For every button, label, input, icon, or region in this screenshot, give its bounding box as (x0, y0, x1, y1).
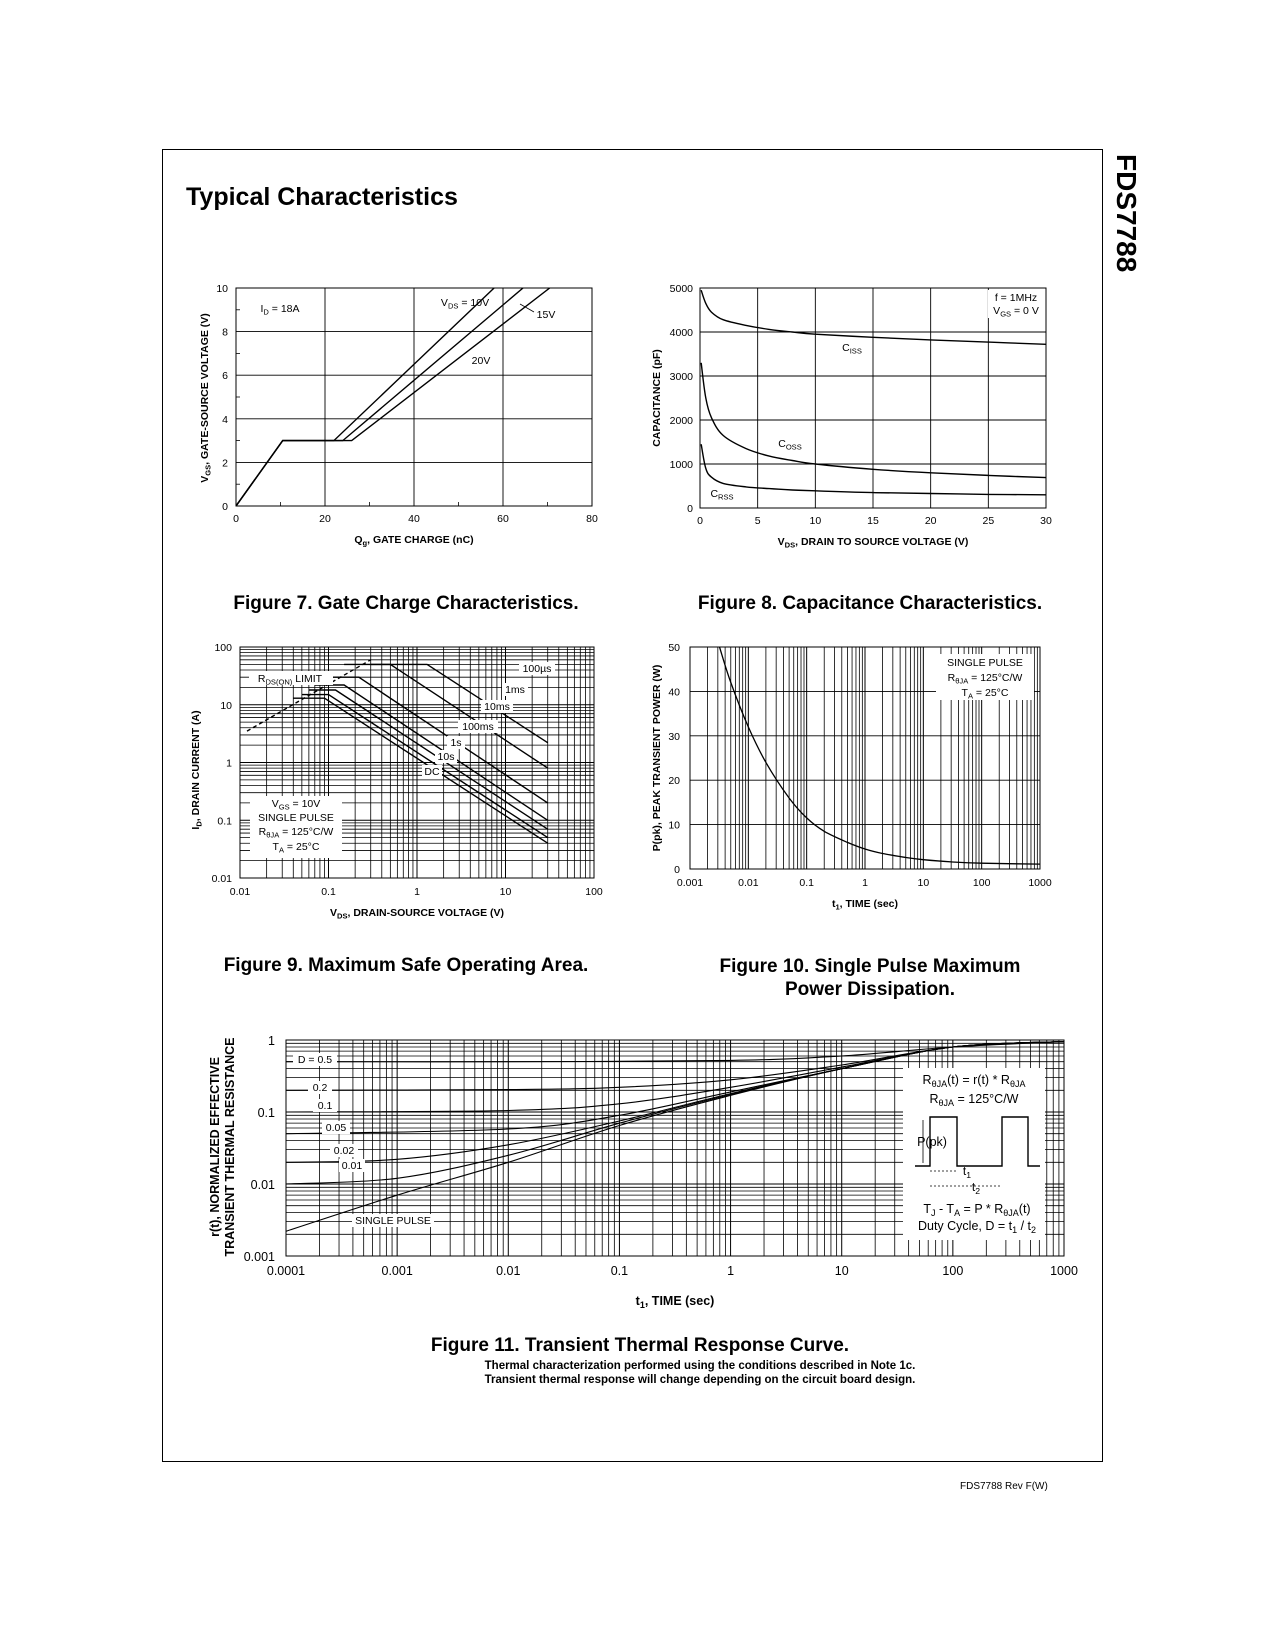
x-tick-label: 0.1 (799, 877, 814, 889)
series-line (236, 288, 494, 506)
annotation-id: $I_D = 18A$ (260, 303, 300, 317)
fig10-caption-line-2: Power Dissipation. (785, 979, 955, 1000)
label-1ms: 1ms (505, 684, 525, 696)
label-crss: $C_{RSS}$ (710, 488, 734, 502)
x-tick-label: 0.0001 (266, 1264, 306, 1278)
x-axis-label: $t_1$, TIME (sec) (635, 1294, 715, 1311)
y-tick-label: 0 (222, 501, 228, 513)
annotation-vgs: $V_{GS} = 0$ V (993, 305, 1039, 319)
x-axis-label: $V_{DS}$, DRAIN TO SOURCE VOLTAGE (V) (777, 536, 969, 550)
x-tick-label: 20 (319, 513, 331, 525)
y-tick-label: 1 (226, 757, 232, 770)
x-tick-label: 30 (1040, 515, 1052, 527)
y-tick-label: 0 (687, 503, 693, 515)
annotation-ta: $T_A = 25^\circ C$ (272, 841, 320, 855)
y-tick-label: 10 (220, 699, 232, 712)
footer-revision: FDS7788 Rev F(W) (960, 1481, 1048, 1492)
series-line (286, 1042, 1064, 1062)
y-tick-label: 0.001 (243, 1250, 275, 1264)
x-tick-label: 100 (585, 886, 603, 898)
note-line-1: Thermal characterization performed using the conditions described in Note 1c. (484, 1360, 916, 1372)
series-line (325, 677, 548, 803)
note-line-2: Transient thermal response will change depending on the circuit board design. (484, 1374, 916, 1386)
label-d-0-1: 0.1 (317, 1100, 333, 1112)
annotation-t2: $t_2$ (971, 1180, 981, 1196)
y-tick-label: 8 (222, 326, 228, 339)
annotation-rthja-t: $R_{\theta JA}(t) = r(t) * R_{\theta JA}$ (922, 1073, 1026, 1090)
y-tick-label: 0 (674, 864, 680, 876)
y-tick-label: 6 (222, 370, 228, 383)
fig8-caption: Figure 8. Capacitance Characteristics. (697, 593, 1043, 614)
annotation-t1: $t_1$ (962, 1164, 972, 1180)
x-tick-label: 1 (727, 1264, 735, 1278)
annotation-ta: $T_A = 25^\circ C$ (961, 687, 1009, 701)
x-tick-label: 0.01 (496, 1264, 521, 1278)
label-1s: 1s (450, 737, 462, 749)
y-tick-label: 0.1 (217, 815, 232, 828)
thermal-notes (300, 1359, 1100, 1387)
y-tick-label: 0.01 (211, 873, 232, 885)
y-tick-label: 1000 (669, 459, 693, 471)
x-tick-label: 10 (917, 877, 930, 889)
label-10s: 10s (437, 751, 455, 763)
x-tick-label: 1000 (1050, 1264, 1078, 1278)
x-tick-label: 1 (862, 877, 868, 889)
label-d-0-05: 0.05 (325, 1122, 347, 1134)
label-10ms: 10ms (484, 701, 510, 713)
label-ciss: $C_{ISS}$ (842, 342, 862, 356)
fig10-caption-line-1: Figure 10. Single Pulse Maximum (719, 956, 1021, 977)
x-tick-label: 0.01 (738, 877, 759, 889)
x-tick-label: 0.1 (321, 886, 336, 898)
y-tick-label: 40 (668, 686, 680, 699)
y-tick-label: 2000 (669, 415, 693, 427)
annotation-frequency: f = 1MHz (994, 292, 1038, 304)
fig10-caption (660, 955, 1080, 1001)
x-axis-label: $Q_g$, GATE CHARGE (nC) (354, 534, 474, 548)
fig7-caption: Figure 7. Gate Charge Characteristics. (233, 593, 579, 614)
y-tick-label: 4000 (669, 327, 693, 339)
y-tick-label: 100 (214, 642, 232, 654)
annotation-duty-cycle: Duty Cycle, $D = t_1 / t_2$ (917, 1219, 1037, 1236)
x-tick-label: 0.1 (610, 1264, 629, 1278)
annotation-single-pulse: SINGLE PULSE (947, 657, 1023, 669)
annotation-ppk: P(pk) (917, 1135, 947, 1149)
x-tick-label: 0.001 (676, 877, 704, 889)
label-100us: 100µs (522, 663, 552, 675)
fig11-caption: Figure 11. Transient Thermal Response Curve. (430, 1335, 850, 1356)
y-tick-label: 20 (668, 775, 680, 788)
x-tick-label: 5 (754, 515, 761, 527)
y-axis-label: $V_{GS}$, GATE-SOURCE VOLTAGE (V) (199, 313, 213, 483)
x-tick-label: 40 (408, 513, 420, 525)
y-tick-label: 0.01 (250, 1178, 275, 1192)
x-tick-label: 25 (982, 515, 995, 527)
x-tick-label: 15 (867, 515, 879, 527)
fig9-caption: Figure 9. Maximum Safe Operating Area. (223, 955, 589, 976)
label-d-0-2: 0.2 (312, 1082, 328, 1094)
y-axis-label-line-1: r(t), NORMALIZED EFFECTIVE (208, 1057, 222, 1237)
page-title: Typical Characteristics (186, 183, 458, 211)
x-tick-label: 100 (972, 877, 991, 889)
fig7-chart (199, 283, 598, 548)
label-single-pulse: SINGLE PULSE (355, 1215, 431, 1227)
y-axis-label: $I_D$, DRAIN CURRENT (A) (190, 710, 204, 830)
annotation-rthja: $R_{\theta JA} = 125^\circ C/W$ (258, 826, 334, 840)
label-d-0-5: D = 0.5 (297, 1054, 333, 1066)
y-tick-label: 0.1 (257, 1106, 275, 1120)
y-tick-label: 5000 (669, 283, 693, 295)
x-tick-label: 0.01 (229, 886, 251, 898)
annotation-vds-10v: $V_{DS} = 10V$ (440, 297, 490, 311)
x-tick-label: 10 (809, 515, 822, 527)
y-tick-label: 4 (222, 413, 228, 426)
x-tick-label: 10 (499, 886, 512, 898)
x-axis-label: $t_1$, TIME (sec) (831, 898, 899, 912)
y-tick-label: 30 (668, 730, 680, 743)
x-tick-label: 1 (414, 886, 420, 898)
y-tick-label: 2 (222, 457, 228, 470)
y-axis-label-line-2: TRANSIENT THERMAL RESISTANCE (223, 1037, 237, 1257)
x-tick-label: 10 (834, 1264, 849, 1278)
annotation-tj-ta: $T_J - T_A = P * R_{\theta JA}(t)$ (923, 1202, 1031, 1219)
annotation-single-pulse: SINGLE PULSE (258, 812, 334, 824)
y-axis-label: P(pk), PEAK TRANSIENT POWER (W) (651, 664, 663, 852)
x-axis-label: $V_{DS}$, DRAIN-SOURCE VOLTAGE (V) (329, 907, 505, 921)
annotation-rthja: $R_{\theta JA} = 125^\circ C/W$ (929, 1092, 1019, 1109)
x-tick-label: 1000 (1028, 877, 1052, 889)
y-tick-label: 3000 (669, 371, 693, 383)
fig8-chart (651, 283, 1052, 550)
x-tick-label: 60 (497, 513, 509, 525)
fig11-chart (208, 1034, 1078, 1310)
x-tick-label: 0.001 (381, 1264, 413, 1278)
y-tick-label: 10 (216, 283, 228, 295)
label-d-0-01: 0.01 (341, 1160, 363, 1172)
label-d-0-02: 0.02 (333, 1145, 355, 1157)
x-tick-label: 20 (924, 515, 937, 527)
fig10-chart (651, 642, 1052, 912)
label-100ms: 100ms (462, 721, 494, 733)
annotation-rthja: $R_{\theta JA} = 125^\circ C/W$ (947, 672, 1023, 686)
part-number: FDS7788 (1111, 154, 1142, 273)
label-rdson-limit: $R_{DS(ON)}$ LIMIT (257, 673, 323, 687)
label-dc: DC (424, 766, 440, 778)
annotation-vgs: $V_{GS} = 10V$ (271, 798, 321, 812)
fig9-chart (190, 642, 603, 921)
x-tick-label: 80 (586, 513, 598, 525)
y-tick-label: 1 (268, 1034, 275, 1048)
annotation-20v: 20V (471, 355, 491, 367)
label-coss: $C_{OSS}$ (778, 438, 802, 452)
x-tick-label: 0 (233, 513, 239, 525)
y-tick-label: 50 (668, 642, 680, 654)
x-tick-label: 100 (942, 1264, 964, 1278)
annotation-15v: 15V (536, 309, 556, 321)
y-axis-label: CAPACITANCE (pF) (651, 349, 663, 447)
y-tick-label: 10 (668, 819, 680, 832)
x-tick-label: 0 (697, 515, 703, 527)
